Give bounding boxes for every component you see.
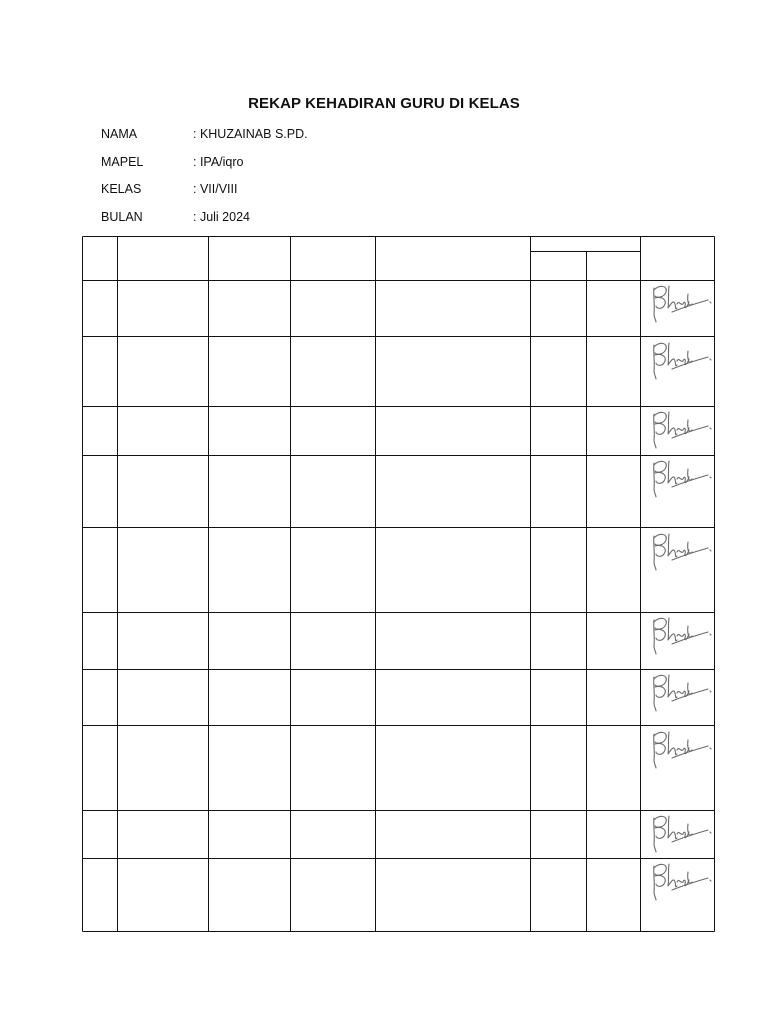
page-title: REKAP KEHADIRAN GURU DI KELAS <box>248 95 520 112</box>
handwritten-signature-icon <box>654 675 711 711</box>
handwritten-signature-icon <box>654 461 711 497</box>
meta-label-mapel: MAPEL <box>101 155 144 169</box>
meta-label-bulan: BULAN <box>101 210 143 224</box>
meta-value-bulan: : Juli 2024 <box>193 210 250 224</box>
handwritten-signature-icon <box>654 618 711 654</box>
handwritten-signature-icon <box>654 343 711 379</box>
meta-value-mapel: : IPA/iqro <box>193 155 244 169</box>
handwritten-signature-icon <box>654 286 711 322</box>
meta-label-nama: NAMA <box>101 127 138 141</box>
handwritten-signature-icon <box>654 816 711 852</box>
handwritten-signature-icon <box>654 534 711 570</box>
handwritten-signature-icon <box>654 864 711 900</box>
meta-value-kelas: : VII/VIII <box>193 182 238 196</box>
meta-label-kelas: KELAS <box>101 182 142 196</box>
handwritten-signature-icon <box>654 732 711 768</box>
meta-value-nama: : KHUZAINAB S.PD. <box>193 127 308 141</box>
handwritten-signature-icon <box>654 412 711 448</box>
